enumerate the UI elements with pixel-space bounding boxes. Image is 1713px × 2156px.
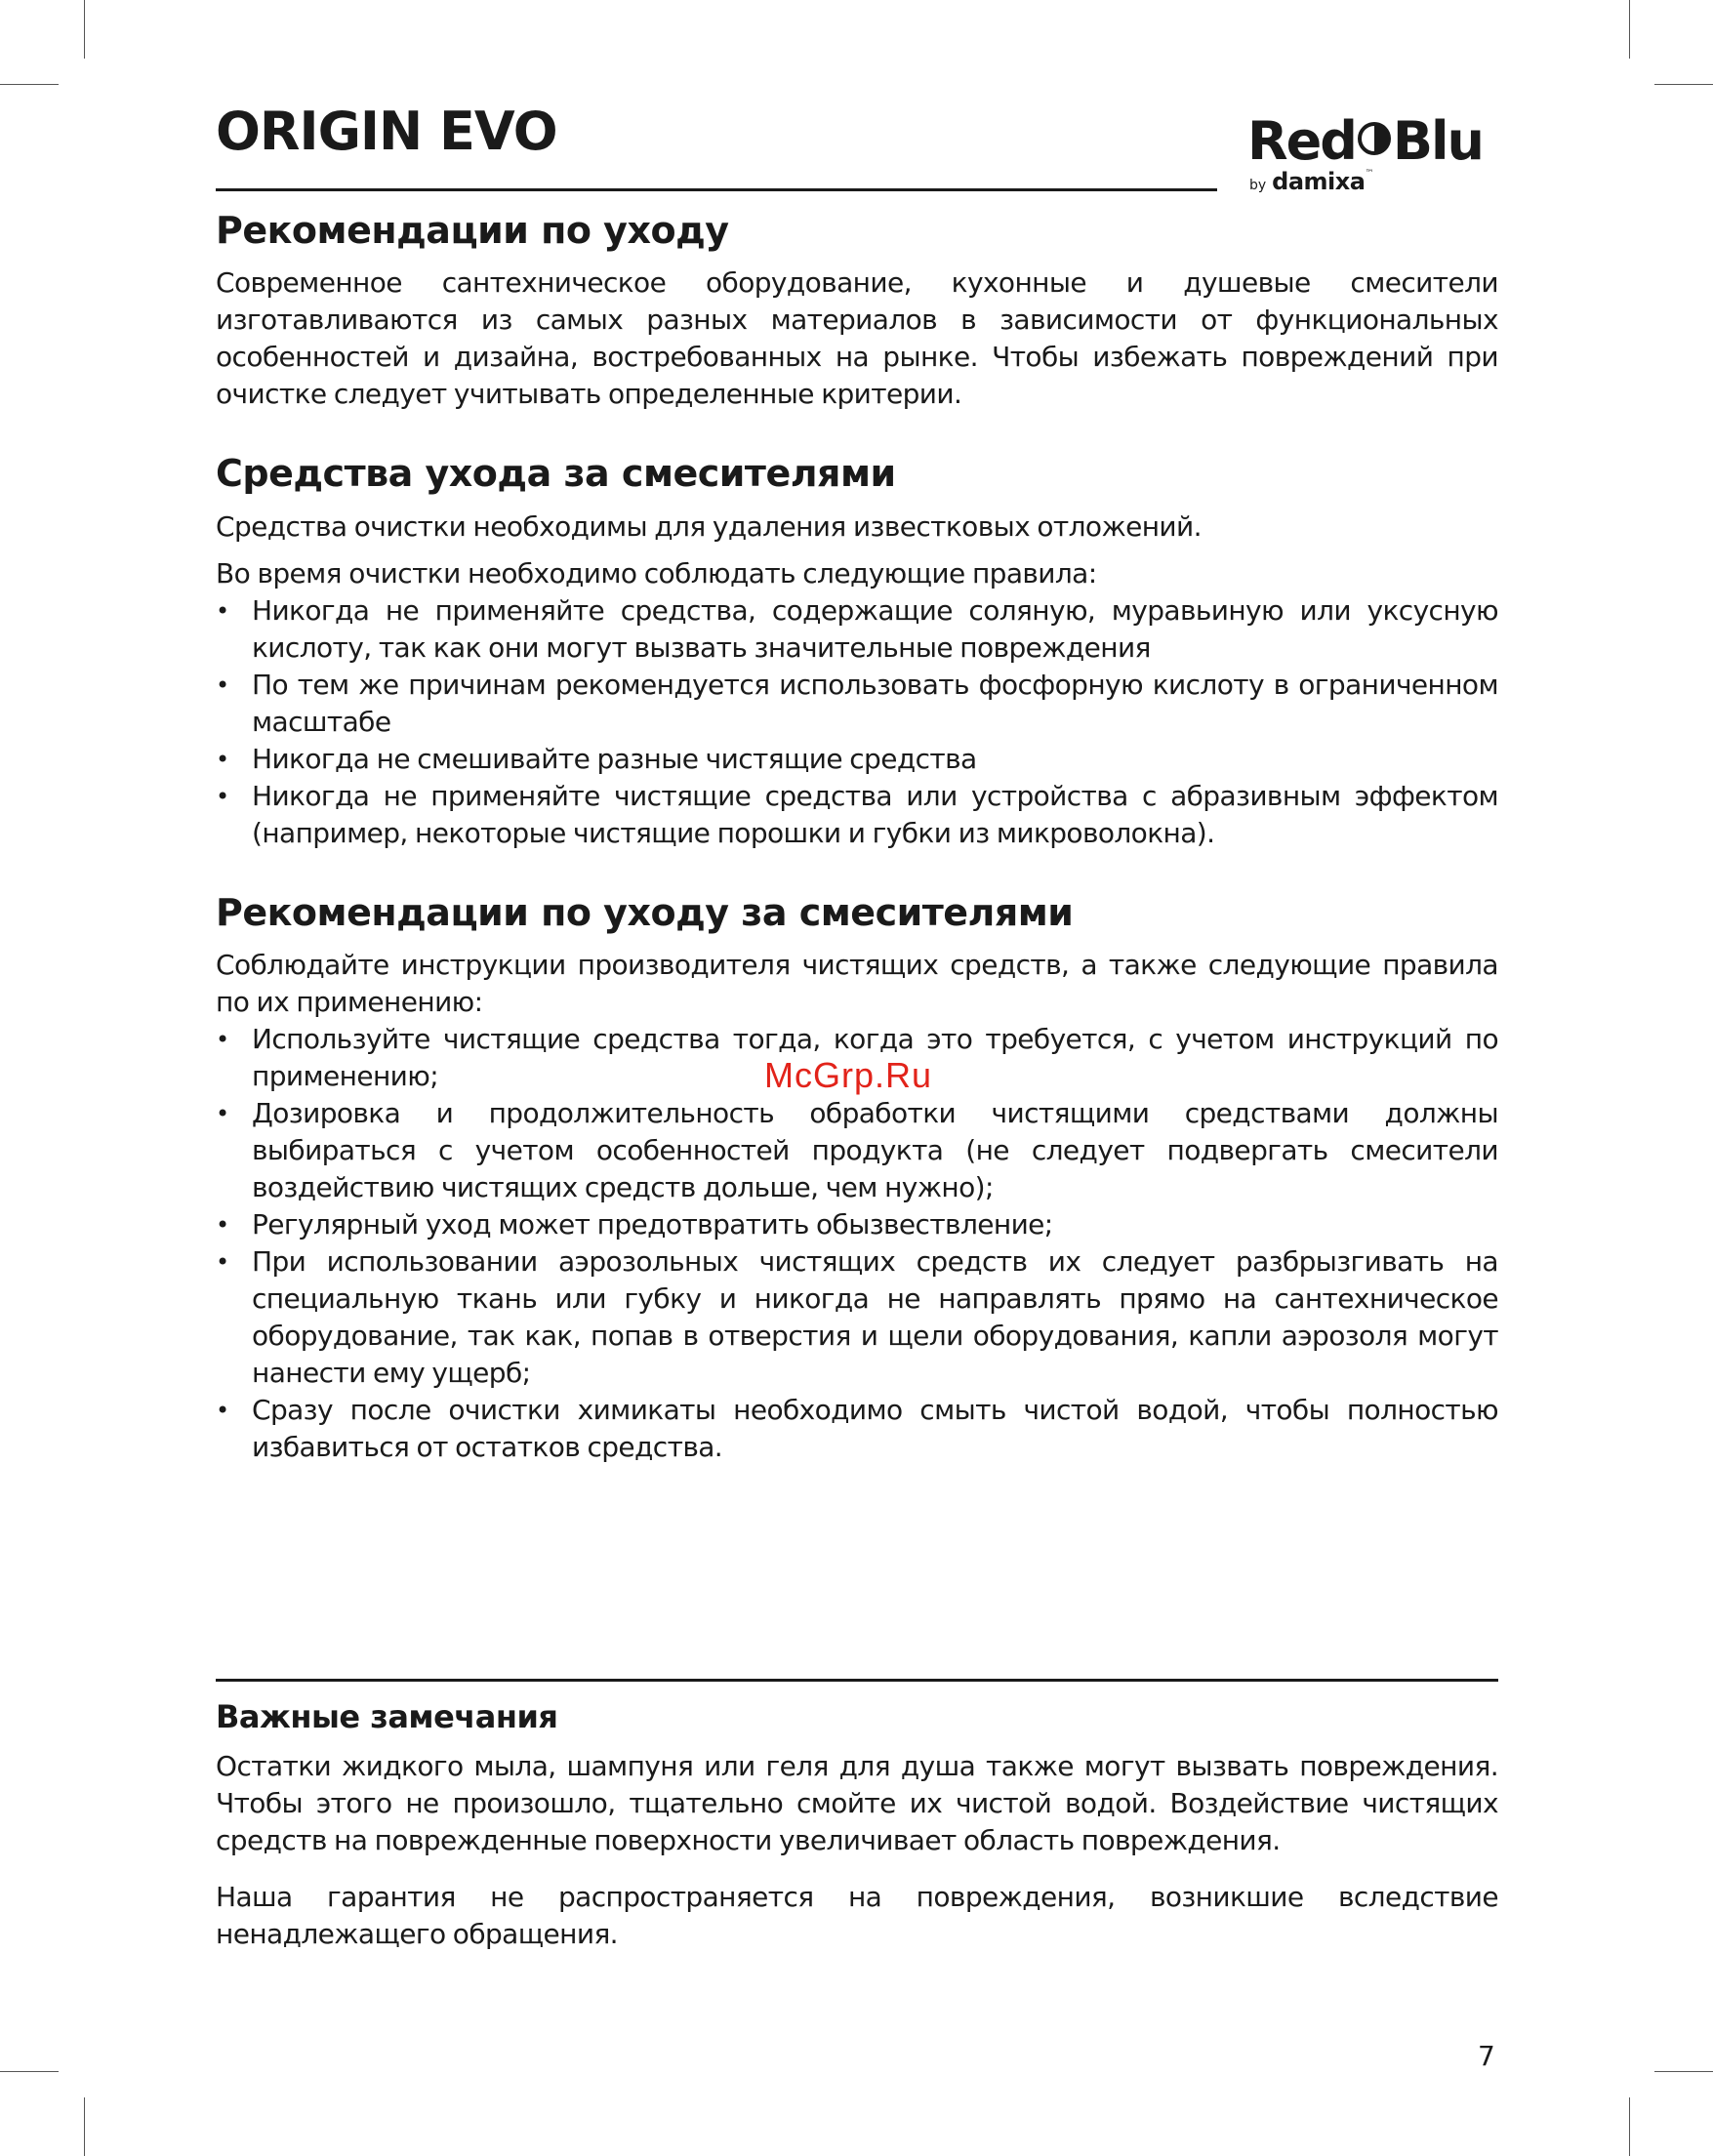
brand-logo [1247,110,1491,195]
crop-mark [1629,2097,1630,2156]
crop-mark [84,0,85,59]
logo-wordmark [1247,110,1483,172]
notes-heading: Важные замечания [216,1698,558,1735]
notes-divider [216,1679,1498,1682]
paragraph: Средства очистки необходимы для удаления известковых отложений. [216,509,1202,543]
paragraph: Остатки жидкого мыла, шампуня или геля для душа также могут вызвать повреждения. Чтобы этого не произошло, тщательно смойте их чистой водой. Воздействие чистящих средств на поврежденные поверхности увеличивает область повреждения. [216,1749,1498,1856]
crop-mark [1654,2071,1713,2072]
paragraph: Наша гарантия не распространяется на повреждения, возникшие вследствие ненадлежащего обращения. [216,1880,1498,1950]
logo-blu: Blu [1392,110,1483,172]
list-item: • По тем же причинам рекомендуется использовать фосфорную кислоту в ограниченном масштабе [216,667,1498,741]
bullet-list [216,592,1498,852]
section-cleaning-agents [216,450,1498,851]
list-item: • Никогда не применяйте средства, содержащие соляную, муравьиную или уксусную кислоту, так как они могут вызвать значительные повреждения [216,592,1498,667]
logo-tm: ™ [1365,169,1374,179]
section-heading: Рекомендации по уходу [216,209,729,252]
list-item: • Регулярный уход может предотвратить обызвествление; [216,1206,1498,1243]
important-notes [216,1679,1498,1973]
logo-red: Red [1247,110,1356,172]
list-item: • При использовании аэрозольных чистящих средств их следует разбрызгивать на специальную ткань или губку и никогда не направлять прямо на сантехническое оборудование, так как, попав в отверстия и щели оборудования, капли аэрозоля могут нанести ему ущерб; [216,1243,1498,1392]
list-item: • Сразу после очистки химикаты необходимо смыть чистой водой, чтобы полностью избавиться от остатков средства. [216,1392,1498,1466]
list-item: • Используйте чистящие средства тогда, когда это требуется, с учетом инструкций по применению; [216,1021,1498,1095]
logo-subline [1249,170,1373,193]
paragraph: Соблюдайте инструкции производителя чистящих средств, а также следующие правила по их применению: [216,949,1498,1019]
crop-mark [1654,84,1713,85]
section-heading: Рекомендации по уходу за смесителями [216,890,1074,934]
paragraph: Во время очистки необходимо соблюдать следующие правила: [216,556,1097,590]
half-circle-icon [1358,122,1391,155]
title-divider [216,188,1217,191]
page-number: 7 [1478,2040,1495,2072]
crop-mark [84,2097,85,2156]
watermark: McGrp.Ru [764,1055,933,1095]
section-heading: Средства ухода за смесителями [216,452,896,496]
logo-damixa: damixa [1272,168,1366,195]
paragraph: Современное сантехническое оборудование, кухонные и душевые смесители изготавливаются из самых разных материалов в зависимости от функциональных особенностей и дизайна, востребованных на рынке. Чтобы избежать повреждений при очистке следует учитывать определенные критерии. [216,266,1498,411]
section-faucet-care [216,889,1498,1466]
main-content [216,207,1498,1466]
list-item: • Никогда не применяйте чистящие средства или устройства с абразивным эффектом (например, некоторые чистящие порошки и губки из микроволокна). [216,778,1498,852]
section-care-recommendations [216,207,1498,413]
page-title: ORIGIN EVO [216,101,557,162]
crop-mark [0,84,59,85]
logo-by: by [1249,178,1267,193]
crop-mark [1629,0,1630,59]
list-item: • Никогда не смешивайте разные чистящие средства [216,741,1498,778]
list-item: • Дозировка и продолжительность обработки чистящими средствами должны выбираться с учетом особенностей продукта (не следует подвергать смесители воздействию чистящих средств дольше, чем нужно); [216,1095,1498,1206]
crop-mark [0,2071,59,2072]
